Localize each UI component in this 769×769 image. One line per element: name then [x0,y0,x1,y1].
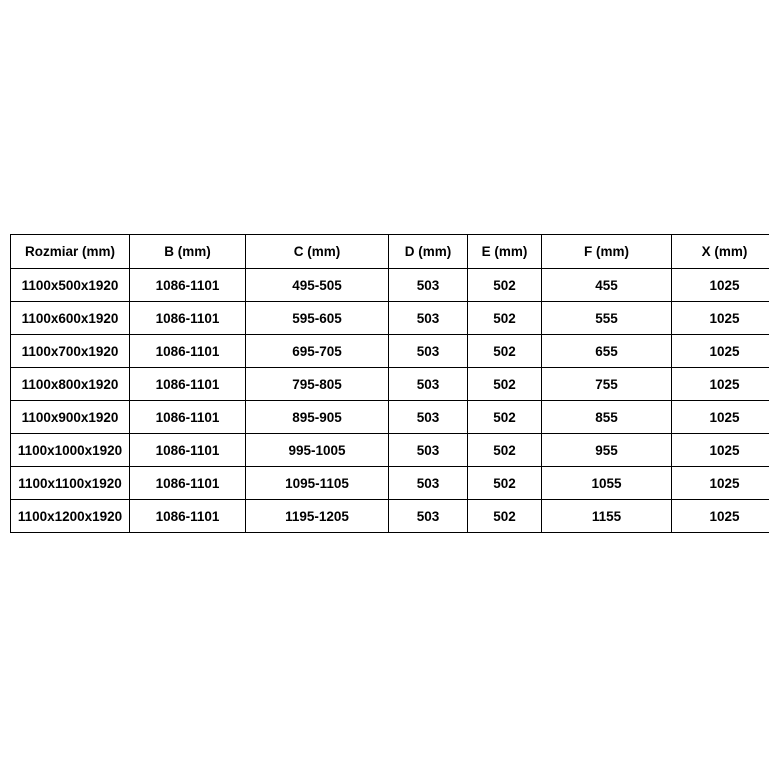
column-header-e: E (mm) [468,235,542,269]
cell-rozmiar: 1100x500x1920 [11,269,130,302]
cell-e: 502 [468,467,542,500]
cell-b: 1086-1101 [130,269,246,302]
cell-f: 955 [542,434,672,467]
cell-d: 503 [389,368,468,401]
table-header-row [11,235,769,269]
cell-d: 503 [389,335,468,368]
cell-d: 503 [389,269,468,302]
cell-rozmiar: 1100x1200x1920 [11,500,130,533]
cell-rozmiar: 1100x700x1920 [11,335,130,368]
column-header-b: B (mm) [130,235,246,269]
cell-c: 995-1005 [246,434,389,467]
cell-x: 1025 [672,467,769,500]
cell-c: 795-805 [246,368,389,401]
cell-b: 1086-1101 [130,368,246,401]
table-row [11,335,769,368]
cell-x: 1025 [672,368,769,401]
cell-c: 595-605 [246,302,389,335]
cell-f: 755 [542,368,672,401]
table-row [11,269,769,302]
column-header-rozmiar: Rozmiar (mm) [11,235,130,269]
cell-e: 502 [468,368,542,401]
cell-b: 1086-1101 [130,335,246,368]
cell-c: 495-505 [246,269,389,302]
cell-d: 503 [389,434,468,467]
cell-f: 655 [542,335,672,368]
cell-d: 503 [389,302,468,335]
cell-d: 503 [389,500,468,533]
cell-e: 502 [468,302,542,335]
cell-rozmiar: 1100x1000x1920 [11,434,130,467]
cell-x: 1025 [672,302,769,335]
cell-b: 1086-1101 [130,434,246,467]
cell-d: 503 [389,401,468,434]
cell-x: 1025 [672,500,769,533]
cell-c: 1195-1205 [246,500,389,533]
cell-e: 502 [468,335,542,368]
cell-x: 1025 [672,401,769,434]
cell-e: 502 [468,401,542,434]
cell-c: 1095-1105 [246,467,389,500]
table-row [11,401,769,434]
cell-f: 855 [542,401,672,434]
table-row [11,467,769,500]
cell-e: 502 [468,434,542,467]
cell-rozmiar: 1100x900x1920 [11,401,130,434]
column-header-f: F (mm) [542,235,672,269]
table-row [11,302,769,335]
spec-table-container [10,234,759,533]
cell-x: 1025 [672,335,769,368]
table-row [11,434,769,467]
table-header [11,235,769,269]
cell-e: 502 [468,269,542,302]
table-body [11,269,769,533]
cell-c: 695-705 [246,335,389,368]
cell-b: 1086-1101 [130,500,246,533]
table-row [11,500,769,533]
column-header-x: X (mm) [672,235,769,269]
cell-b: 1086-1101 [130,467,246,500]
column-header-d: D (mm) [389,235,468,269]
cell-d: 503 [389,467,468,500]
cell-f: 1055 [542,467,672,500]
cell-f: 1155 [542,500,672,533]
cell-rozmiar: 1100x800x1920 [11,368,130,401]
cell-rozmiar: 1100x600x1920 [11,302,130,335]
cell-f: 555 [542,302,672,335]
cell-x: 1025 [672,434,769,467]
cell-rozmiar: 1100x1100x1920 [11,467,130,500]
column-header-c: C (mm) [246,235,389,269]
dimensions-table [10,234,769,533]
cell-b: 1086-1101 [130,401,246,434]
cell-c: 895-905 [246,401,389,434]
cell-b: 1086-1101 [130,302,246,335]
cell-e: 502 [468,500,542,533]
table-row [11,368,769,401]
cell-f: 455 [542,269,672,302]
cell-x: 1025 [672,269,769,302]
